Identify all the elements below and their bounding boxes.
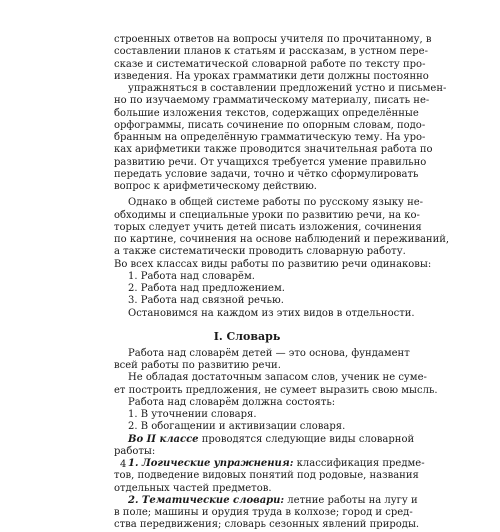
- text-line: ках арифметики также проводится значительная работа по: [114, 144, 433, 156]
- text-line: большие изложения текстов, содержащих определённые: [114, 107, 419, 119]
- text-line: бранным на определённую грамматическую тему. На уро-: [114, 132, 426, 143]
- text-line: [114, 458, 425, 470]
- text-line: Во всех классах виды работы по развитию речи одинаковы:: [114, 258, 432, 270]
- text-line: торых следует учить детей писать изложения, сочинения: [114, 221, 422, 233]
- text-line: но по изучаемому грамматическому материалу, писать не-: [114, 95, 430, 107]
- text-line: по картине, сочинения на основе наблюдений и переживаний,: [114, 234, 450, 245]
- list-item: 2. В обогащении и активизации словаря.: [128, 421, 346, 433]
- list-kinds: [114, 271, 380, 308]
- emphasis: Во II классе: [128, 433, 199, 445]
- text-run: летние работы на лугу и: [284, 494, 418, 506]
- text-line: изведения. На уроках грамматики дети должны постоянно: [114, 70, 429, 82]
- text-line: Однако в общей системе работы по русскому языку не-: [128, 197, 424, 209]
- text-line: Не обладая достаточным запасом слов, ученик не суме-: [128, 372, 427, 384]
- text-line: Остановимся на каждом из этих видов в отдельности.: [128, 307, 415, 319]
- text-run: классификация предме-: [293, 458, 425, 469]
- text-line: обходимы и специальные уроки по развитию речи, на ко-: [114, 209, 420, 221]
- text-line: Работа над словарём должна состоять:: [128, 396, 336, 408]
- paragraph-1: [114, 34, 447, 193]
- list-item: 1. Работа над словарём.: [128, 270, 255, 282]
- list-vocabulary: [114, 409, 380, 434]
- text-line: строенных ответов на вопросы учителя по прочитанному, в: [114, 34, 432, 45]
- paragraph-4: [114, 372, 438, 397]
- text-line: вопрос к арифметическому действию.: [114, 181, 317, 192]
- emphasis: 2. Тематические словари:: [128, 494, 285, 506]
- text-line: [114, 494, 418, 507]
- text-line: орфограммы, писать сочинение по опорным словам, подо-: [114, 119, 426, 131]
- section-title: I. Словарь: [213, 329, 281, 343]
- list-item: 3. Работа над связной речью.: [128, 295, 284, 307]
- list-item: 1. В уточнении словаря.: [128, 409, 257, 420]
- text-line: [114, 433, 415, 446]
- book-page: [114, 34, 450, 532]
- text-run: проводятся следующие виды словарной: [198, 433, 415, 445]
- text-line: передать условие задачи, точно и чётко сформулировать: [114, 168, 419, 180]
- text-line: ства передвижения; словарь сезонных явлений природы.: [114, 519, 420, 531]
- text-line: упражняться в составлении предложений устно и письмен-: [128, 83, 447, 94]
- text-line: отдельных частей предметов.: [114, 482, 272, 494]
- text-line: составлении планов к статьям и рассказам, в устном пере-: [114, 46, 428, 58]
- paragraph-3: [114, 347, 410, 373]
- text-line: сказе и систематической словарной работе по тексту про-: [114, 58, 426, 70]
- text-line: всей работы по развитию речи.: [114, 360, 281, 371]
- text-line: в поле; машины и орудия труда в колхозе; город и сред-: [114, 507, 413, 518]
- emphasis: 1. Логические упражнения:: [128, 458, 294, 469]
- text-line: Работа над словарём детей — это основа, фундамент: [128, 347, 410, 359]
- text-line: а также систематически проводить словарную работу.: [114, 246, 406, 258]
- text-line: работы:: [114, 445, 156, 457]
- paragraph-2: [114, 197, 450, 271]
- text-line: развитию речи. От учащихся требуется умение правильно: [114, 156, 427, 168]
- text-line: ет построить предложения, не сумеет выразить свою мысль.: [114, 384, 438, 396]
- page-number: 4: [120, 459, 127, 470]
- text-line: тов, подведение видовых понятий под родовые, названия: [114, 470, 419, 482]
- list-item: 2. Работа над предложением.: [128, 283, 285, 294]
